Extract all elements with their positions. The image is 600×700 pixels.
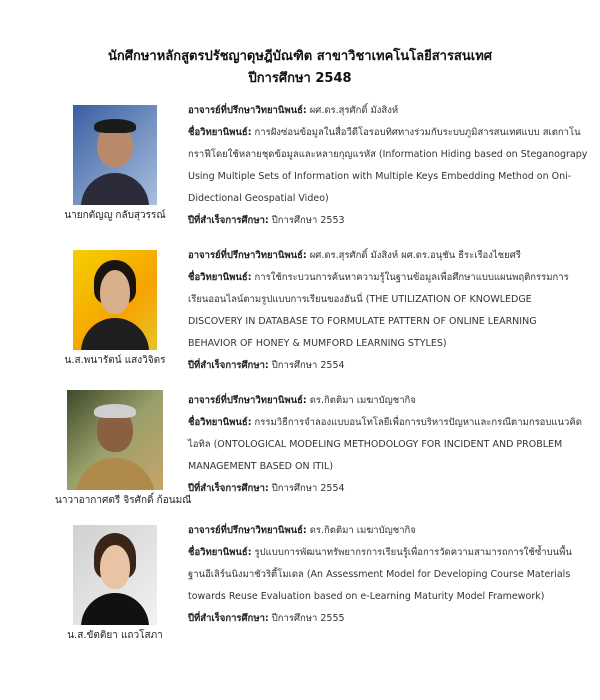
page-subtitle: ปีการศึกษา 2548 <box>248 71 352 86</box>
advisor-value: ดร.กิตติมา เมฆาบัญชากิจ <box>309 395 416 406</box>
student-photo-column <box>55 525 175 643</box>
student-info <box>188 520 588 630</box>
advisor-label: อาจารย์ที่ปรึกษาวิทยานิพนธ์: <box>188 105 307 116</box>
thesis-value: การฝังซ่อนข้อมูลในสื่อวีดีโอรอบทิศทางร่วมกับระบบภูมิสารสนเทศแบบ สเตกาโนกราฟีโดยใช้หลายชุดข้อมูลและหลายกุญแรหัส (Information Hiding based on Steganograpy Using Multiple Sets of Information with Multiple Keys Embedding Method on Oni-Didectional Geospatial Video) <box>188 127 588 204</box>
student-photo-column <box>55 105 175 223</box>
advisor-label: อาจารย์ที่ปรึกษาวิทยานิพนธ์: <box>188 395 307 406</box>
student-name: นายกตัญญู กลับสุวรรณ์ <box>64 210 166 221</box>
student-name: น.ส.ขัตติยา แถวโสภา <box>67 630 163 641</box>
student-info <box>188 390 588 500</box>
student-info <box>188 100 588 232</box>
graduated-value: ปีการศึกษา 2554 <box>271 360 345 371</box>
student-photo-column <box>55 250 175 368</box>
advisor-label: อาจารย์ที่ปรึกษาวิทยานิพนธ์: <box>188 525 307 536</box>
student-name: น.ส.พนารัตน์ แสงวิจิตร <box>64 355 166 366</box>
advisor-value: ดร.กิตติมา เมฆาบัญชากิจ <box>309 525 416 536</box>
graduated-label: ปีที่สำเร็จการศึกษา: <box>188 215 269 226</box>
student-photo <box>73 105 157 205</box>
page-title: นักศึกษาหลักสูตรปรัชญาดุษฎีบัณฑิต สาขาวิชาเทคโนโลยีสารสนเทศ <box>107 49 493 64</box>
advisor-value: ผศ.ดร.สุรศักดิ์ มังสิงห์ ผศ.ดร.อนุชัน ธีระเรืองไชยศรี <box>309 250 521 261</box>
student-photo <box>73 250 157 350</box>
graduated-value: ปีการศึกษา 2554 <box>271 483 345 494</box>
student-info <box>188 245 588 377</box>
student-photo-column <box>55 390 192 508</box>
thesis-value: รูปแบบการพัฒนาทรัพยากรการเรียนรู้เพื่อการวัดความสามารถการใช้ซ้ำบนพื้นฐานอีเลิร์นนิงมาชัวริตี้โมเดล (An Assessment Model for Developing Course Materials towards Reuse Evaluation based on e-Learning Maturity Model Framework) <box>188 547 572 602</box>
page-header <box>0 0 600 90</box>
graduated-label: ปีที่สำเร็จการศึกษา: <box>188 483 269 494</box>
student-name: นาวาอากาศตรี จิรศักดิ์ ก้อนมณี <box>55 495 192 506</box>
student-photo <box>73 525 157 625</box>
graduated-label: ปีที่สำเร็จการศึกษา: <box>188 360 269 371</box>
thesis-label: ชื่อวิทยานิพนธ์: <box>188 417 252 428</box>
thesis-label: ชื่อวิทยานิพนธ์: <box>188 272 252 283</box>
advisor-label: อาจารย์ที่ปรึกษาวิทยานิพนธ์: <box>188 250 307 261</box>
thesis-value: กรรมวิธีการจำลองแบบอนโทโลยีเพื่อการบริหารปัญหาและกรณีตามกรอบแนวคิดไอทิล (ONTOLOGICAL MODELING METHODOLOGY FOR INCIDENT AND PROBLEM MANAGEMENT BASED ON ITIL) <box>188 417 582 472</box>
graduated-value: ปีการศึกษา 2553 <box>271 215 345 226</box>
graduated-value: ปีการศึกษา 2555 <box>271 613 345 624</box>
student-photo <box>67 390 163 490</box>
graduated-label: ปีที่สำเร็จการศึกษา: <box>188 613 269 624</box>
advisor-value: ผศ.ดร.สุรศักดิ์ มังสิงห์ <box>309 105 399 116</box>
thesis-label: ชื่อวิทยานิพนธ์: <box>188 547 252 558</box>
thesis-label: ชื่อวิทยานิพนธ์: <box>188 127 252 138</box>
thesis-value: การใช้กระบวนการค้นหาความรู้ในฐานข้อมูลเพื่อศึกษาแบบแผนพฤติกรรมการเรียนออนไลน์ตามรูปแบบการเรียนของฮันนี่ (THE UTILIZATION OF KNOWLEDGE DISCOVERY IN DATABASE TO FORMULATE PATTERN OF ONLINE LEARNING BEHAVIOR OF HONEY & MUMFORD LEARNING STYLES) <box>188 272 569 349</box>
